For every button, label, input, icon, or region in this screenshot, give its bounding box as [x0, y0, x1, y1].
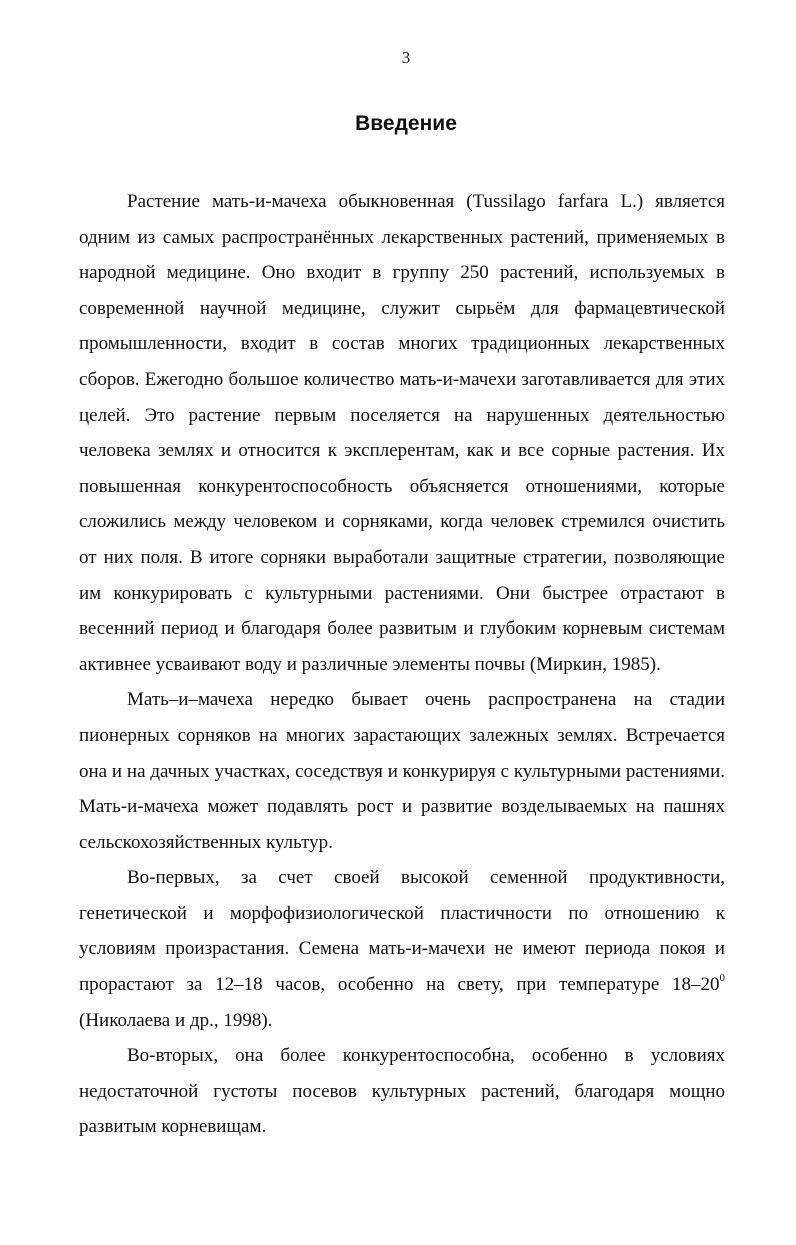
- first-point-citation: (Николаева и др., 1998).: [79, 1009, 273, 1031]
- body-text: [79, 184, 725, 1145]
- paragraph-first-point: [79, 860, 725, 1038]
- paragraph-second-point: Во-вторых, она более конкурентоспособна, особенно в условиях недостаточной густоты посевов культурных растений, благодаря мощно развитым корневищам.: [79, 1045, 725, 1138]
- page-number: 3: [401, 48, 411, 67]
- paragraph-distribution: Мать–и–мачеха нередко бывает очень распространена на стадии пионерных сорняков на многих зарастающих залежных землях. Встречается она и на дачных участках, соседствуя и конкурируя с культурными растениями. Мать-и-мачеха может подавлять рост и развитие возделываемых на пашнях сельскохозяйственных культур.: [79, 689, 725, 853]
- paragraph-intro: Растение мать-и-мачеха обыкновенная (Tussilago farfara L.) является одним из самых распространённых лекарственных растений, применяемых в народной медицине. Оно входит в группу 250 растений, используемых в современной научной медицине, служит сырьём для фармацевтической промышленности, входит в состав многих традиционных лекарственных сборов. Ежегодно большое количество мать-и-мачехи заготавливается для этих целей. Это растение первым поселяется на нарушенных деятельностью человека землях и относится к эксплерентам, как и все сорные растения. Их повышенная конкурентоспособность объясняется отношениями, которые сложились между человеком и сорняками, когда человек стремился очистить от них поля. В итоге сорняки выработали защитные стратегии, позволяющие им конкурировать с культурными растениями. Они быстрее отрастают в весенний период и благодаря более развитым и глубоким корневым системам активнее усваивают воду и различные элементы почвы (Миркин, 1985).: [79, 191, 725, 675]
- page-title: Введение: [355, 112, 457, 135]
- degree-superscript: 0: [719, 972, 725, 985]
- first-point-text: Во-первых, за счет своей высокой семенной продуктивности, генетической и морфофизиологической пластичности по отношению к условиям произрастания. Семена мать-и-мачехи не имеют периода покоя и прорастают за 12–18 часов, особенно на свету, при температуре 18–20: [79, 867, 725, 996]
